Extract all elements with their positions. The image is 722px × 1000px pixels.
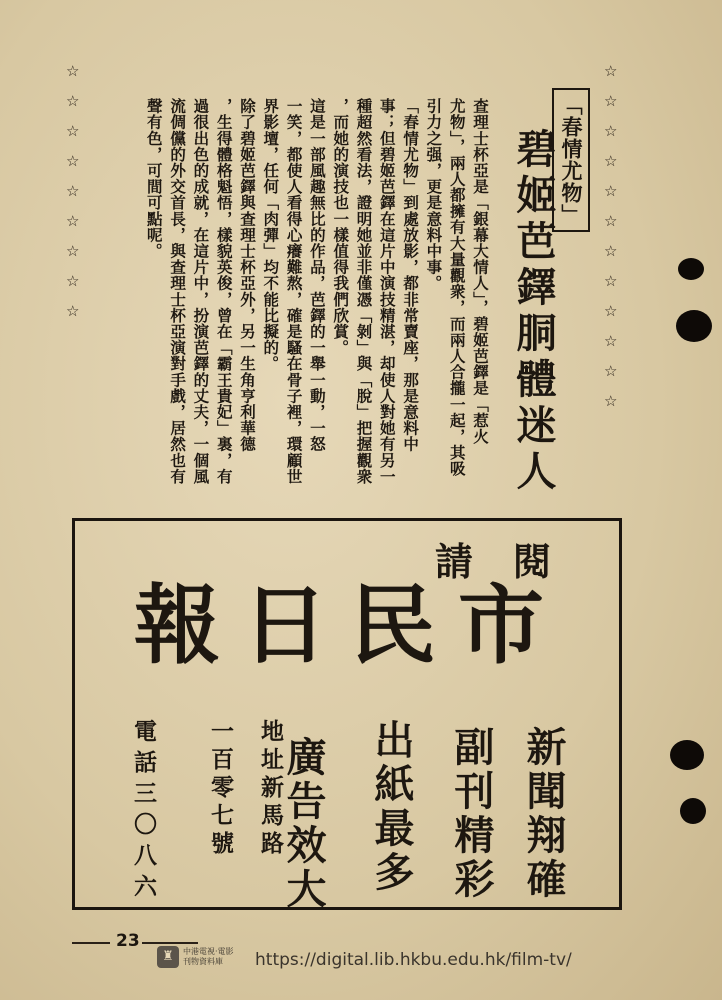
star-icon: ☆ xyxy=(604,182,618,200)
ad-phone: 電話三〇八六 xyxy=(130,719,157,905)
star-icon: ☆ xyxy=(66,302,80,320)
headline: 碧姬芭鐸胴體迷人 xyxy=(510,128,557,496)
ad-address: 地址新馬路一百零七號 xyxy=(207,719,284,859)
source-url-link[interactable]: https://digital.lib.hkbu.edu.hk/film-tv/ xyxy=(255,950,572,970)
binding-hole-4 xyxy=(680,798,706,824)
slogan-advertising: 廣告效大 xyxy=(280,736,327,912)
star-icon: ☆ xyxy=(66,62,80,80)
library-logo-icon: ♜ xyxy=(157,946,179,968)
newspaper-name: 市民日報 xyxy=(134,575,566,676)
binding-hole-2 xyxy=(676,310,712,342)
star-icon: ☆ xyxy=(604,152,618,170)
star-icon: ☆ xyxy=(604,332,618,350)
star-icon: ☆ xyxy=(604,392,618,410)
article-column: 尤物」，兩人都擁有大量觀衆，而兩人合攏一起，其吸 xyxy=(447,98,467,477)
ad-header: 請閱 xyxy=(435,539,592,584)
article-column: 聲有色，可間可點呢。 xyxy=(144,98,164,259)
star-icon: ☆ xyxy=(604,242,618,260)
star-icon: ☆ xyxy=(66,212,80,230)
slogan-news: 新聞翔確 xyxy=(520,726,567,902)
article-column: 「春情尤物」到處放影，都非常賣座，那是意料中 xyxy=(401,98,421,453)
star-icon: ☆ xyxy=(66,92,80,110)
star-icon: ☆ xyxy=(66,152,80,170)
page-rule-right xyxy=(142,942,198,944)
star-icon: ☆ xyxy=(604,212,618,230)
article-column: 事；但碧姬芭鐸在這片中演技精湛，却使人對她有另一 xyxy=(377,98,397,485)
star-icon: ☆ xyxy=(604,122,618,140)
page-rule-left xyxy=(72,942,110,944)
article-column: 引力之强，更是意料中事。 xyxy=(424,98,444,292)
binding-hole-3 xyxy=(670,740,704,770)
library-logo xyxy=(157,946,234,968)
slogan-supplement: 副刊精彩 xyxy=(448,726,495,902)
star-icon: ☆ xyxy=(604,362,618,380)
star-icon: ☆ xyxy=(66,272,80,290)
star-icon: ☆ xyxy=(604,272,618,290)
series-tag: 「春情尤物」 xyxy=(552,88,590,232)
slogan-circulation: 出紙最多 xyxy=(368,719,415,895)
article-column: 過很出色的成就，在這片中，扮演芭鐸的丈夫，一個風 xyxy=(191,98,211,485)
article-column: 種超然看法，證明她並非僅憑「剝」與「脫」把握觀衆 xyxy=(354,98,374,485)
article-column: 這是一部風趣無比的作品，芭鐸的一舉一動，一怒 xyxy=(307,98,327,453)
article-column: 界影壇，任何「肉彈」均不能比擬的。 xyxy=(261,98,281,372)
article-column: ，而她的演技也一樣值得我們欣賞。 xyxy=(331,98,351,356)
advertisement-box xyxy=(72,518,622,910)
star-icon: ☆ xyxy=(66,182,80,200)
star-icon: ☆ xyxy=(604,92,618,110)
logo-line-1: 中港電視·電影 xyxy=(183,947,234,956)
logo-line-2: 刊物資料庫 xyxy=(183,957,223,966)
article-column: 除了碧姬芭鐸與查理士杯亞外，另一生角亨利華德 xyxy=(238,98,257,453)
article-column: 一笑，都使人看得心癢難熬，確是騷在骨子裡，環顧世 xyxy=(284,98,304,485)
star-icon: ☆ xyxy=(604,302,618,320)
star-icon: ☆ xyxy=(604,62,618,80)
star-border-right xyxy=(604,60,617,412)
star-icon: ☆ xyxy=(66,242,80,260)
star-icon: ☆ xyxy=(66,122,80,140)
binding-hole-1 xyxy=(678,258,704,280)
article-column: 查理士杯亞是「銀幕大情人」，碧姬芭鐸是「惹火 xyxy=(471,98,490,445)
star-border-left xyxy=(66,60,79,322)
article-column: ，生得體格魁悟，樣貌英俊，曾在「霸王貴妃」裏，有 xyxy=(214,98,234,485)
article-column: 流倜儻的外交首長，與查理士杯亞演對手戲，居然也有 xyxy=(168,98,188,485)
page-number: 23 xyxy=(116,931,140,951)
